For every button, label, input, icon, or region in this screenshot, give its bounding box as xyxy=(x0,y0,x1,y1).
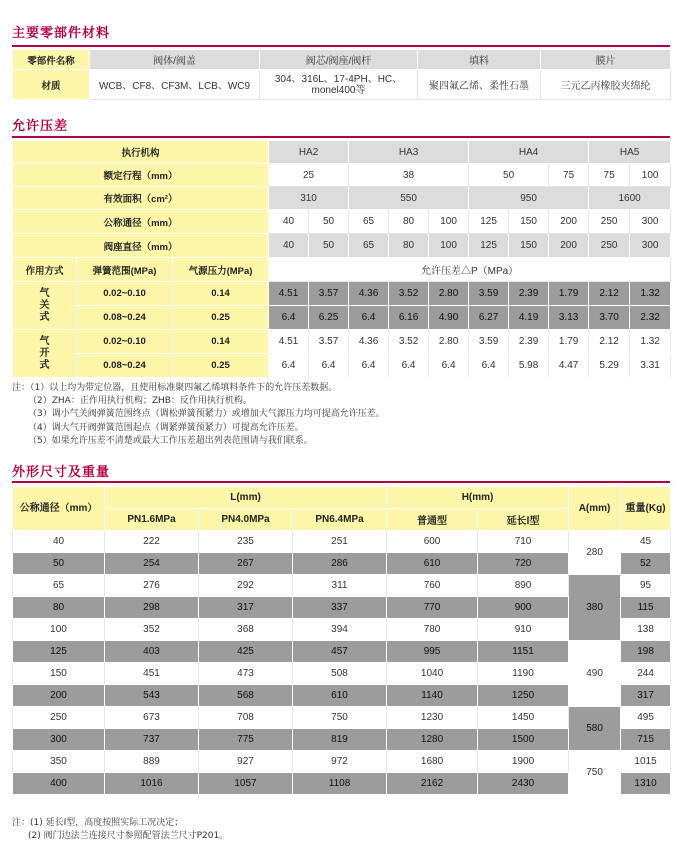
dims-a-value: 280 xyxy=(569,531,621,575)
mode-label: 作用方式 xyxy=(13,258,77,282)
dp-value: 1.32 xyxy=(630,330,671,354)
dims-row xyxy=(13,707,671,729)
dims-cell: 737 xyxy=(105,729,199,751)
dp-value: 3.57 xyxy=(309,330,349,354)
dims-cell: 600 xyxy=(387,531,478,553)
seat-row xyxy=(13,234,671,258)
note-line: （2）ZHA：正作用执行机构；ZHB：反作用执行机构。 xyxy=(28,396,252,407)
dims-section-title: 外形尺寸及重量 xyxy=(12,465,111,480)
dims-cell: 403 xyxy=(105,641,199,663)
dims-cell: 1230 xyxy=(387,707,478,729)
air-pressure: 0.25 xyxy=(173,354,269,378)
dp-value: 4.36 xyxy=(349,330,389,354)
materials-row-label: 材质 xyxy=(13,70,90,100)
dims-table xyxy=(12,486,671,795)
dp-value: 6.4 xyxy=(389,354,429,378)
dims-cell: 95 xyxy=(621,575,671,597)
area-value: 950 xyxy=(469,187,589,210)
seat-value: 80 xyxy=(389,234,429,258)
dims-cell: 125 xyxy=(13,641,105,663)
air-pressure: 0.14 xyxy=(173,282,269,306)
dp-value: 3.57 xyxy=(309,282,349,306)
dims-cell: 52 xyxy=(621,553,671,575)
dp-value: 6.4 xyxy=(269,354,309,378)
dims-cell: 150 xyxy=(13,663,105,685)
note-line: （3）调小气关阀弹簧范围终点（调松弹簧预紧力）或增加大气源压力均可提高允许压差。 xyxy=(28,409,385,420)
air-open-label: 气开式 xyxy=(13,330,77,378)
dp-value: 1.32 xyxy=(630,282,671,306)
dn-row xyxy=(13,210,671,234)
dims-row xyxy=(13,575,671,597)
spring-range: 0.02~0.10 xyxy=(77,330,173,354)
air-pressure: 0.14 xyxy=(173,330,269,354)
dp-value: 3.70 xyxy=(589,306,630,330)
seat-value: 300 xyxy=(630,234,671,258)
dp-value: 3.31 xyxy=(630,354,671,378)
note-line: (2) 阀门边法兰连接尺寸参照配管法兰尺寸P201。 xyxy=(28,831,229,842)
dn-value: 80 xyxy=(389,210,429,234)
materials-section-title: 主要零部件材料 xyxy=(12,26,111,41)
dims-l-label: L(mm) xyxy=(105,487,387,509)
dims-cell: 750 xyxy=(293,707,387,729)
stroke-label: 额定行程（mm） xyxy=(13,164,269,187)
h-type-label: 延长Ⅰ型 xyxy=(478,509,569,531)
dims-cell: 65 xyxy=(13,575,105,597)
dims-cell: 1016 xyxy=(105,773,199,795)
dp-value: 2.39 xyxy=(509,330,549,354)
seat-value: 100 xyxy=(429,234,469,258)
dims-cell: 972 xyxy=(293,751,387,773)
dims-cell: 889 xyxy=(105,751,199,773)
dims-cell: 780 xyxy=(387,619,478,641)
seat-value: 65 xyxy=(349,234,389,258)
dp-value: 4.51 xyxy=(269,282,309,306)
dn-value: 40 xyxy=(269,210,309,234)
dp-value: 4.51 xyxy=(269,330,309,354)
dims-cell: 610 xyxy=(387,553,478,575)
dims-a-value: 490 xyxy=(569,641,621,707)
dims-row xyxy=(13,751,671,773)
dp-value: 2.39 xyxy=(509,282,549,306)
dims-cell: 222 xyxy=(105,531,199,553)
materials-row xyxy=(13,70,671,100)
dims-cell: 200 xyxy=(13,685,105,707)
dims-cell: 254 xyxy=(105,553,199,575)
dp-value: 6.4 xyxy=(269,306,309,330)
spring-range: 0.08~0.24 xyxy=(77,306,173,330)
dp-value: 6.4 xyxy=(349,306,389,330)
actuator-label: 执行机构 xyxy=(13,141,269,164)
area-label: 有效面积（cm²） xyxy=(13,187,269,210)
dims-cell: 1900 xyxy=(478,751,569,773)
dn-value: 125 xyxy=(469,210,509,234)
dims-cell: 138 xyxy=(621,619,671,641)
dp-label: 允许压差△P（MPa） xyxy=(269,258,671,282)
dp-value: 3.52 xyxy=(389,330,429,354)
pressure-notes xyxy=(12,382,385,448)
dp-value: 3.52 xyxy=(389,282,429,306)
area-value: 1600 xyxy=(589,187,671,210)
dp-row xyxy=(13,330,671,354)
materials-header-row xyxy=(13,50,671,70)
actuator-model: HA5 xyxy=(589,141,671,164)
dims-cell: 451 xyxy=(105,663,199,685)
pn-label: PN6.4MPa xyxy=(293,509,387,531)
dn-label: 公称通径（mm） xyxy=(13,210,269,234)
materials-header: 阀芯/阀座/阀杆 xyxy=(260,50,418,70)
materials-cell: 三元乙丙橡胶夹绵纶 xyxy=(541,70,671,100)
dims-cell: 198 xyxy=(621,641,671,663)
stroke-value: 38 xyxy=(349,164,469,187)
dims-cell: 317 xyxy=(199,597,293,619)
dims-cell: 1108 xyxy=(293,773,387,795)
dp-value: 2.12 xyxy=(589,330,630,354)
dn-value: 250 xyxy=(589,210,630,234)
dims-a-value: 380 xyxy=(569,575,621,641)
stroke-value: 25 xyxy=(269,164,349,187)
stroke-value: 100 xyxy=(630,164,671,187)
dims-cell: 1680 xyxy=(387,751,478,773)
dims-cell: 250 xyxy=(13,707,105,729)
dims-header-row xyxy=(13,487,671,509)
dp-header-row xyxy=(13,258,671,282)
section-divider xyxy=(12,481,670,483)
dp-value: 2.80 xyxy=(429,330,469,354)
dims-cell: 715 xyxy=(621,729,671,751)
dims-h-label: H(mm) xyxy=(387,487,569,509)
dims-cell: 337 xyxy=(293,597,387,619)
dn-value: 200 xyxy=(549,210,589,234)
spring-range: 0.08~0.24 xyxy=(77,354,173,378)
dp-value: 5.29 xyxy=(589,354,630,378)
dims-cell: 775 xyxy=(199,729,293,751)
dims-cell: 710 xyxy=(478,531,569,553)
seat-label: 阀座直径（mm） xyxy=(13,234,269,258)
pressure-section-title: 允许压差 xyxy=(12,119,69,134)
dims-cell: 317 xyxy=(621,685,671,707)
dims-cell: 40 xyxy=(13,531,105,553)
dims-a-value: 580 xyxy=(569,707,621,751)
actuator-model: HA4 xyxy=(469,141,589,164)
dp-value: 2.32 xyxy=(630,306,671,330)
dims-cell: 1190 xyxy=(478,663,569,685)
materials-cell: WCB、CF8、CF3M、LCB、WC9 xyxy=(90,70,260,100)
stroke-row xyxy=(13,164,671,187)
seat-value: 40 xyxy=(269,234,309,258)
seat-value: 150 xyxy=(509,234,549,258)
dims-cell: 1280 xyxy=(387,729,478,751)
dp-value: 1.79 xyxy=(549,282,589,306)
air-pressure: 0.25 xyxy=(173,306,269,330)
dims-row xyxy=(13,641,671,663)
dp-value: 6.27 xyxy=(469,306,509,330)
dp-value: 1.79 xyxy=(549,330,589,354)
dims-cell: 235 xyxy=(199,531,293,553)
dp-value: 4.47 xyxy=(549,354,589,378)
materials-table xyxy=(12,49,671,100)
dims-cell: 473 xyxy=(199,663,293,685)
dims-cell: 100 xyxy=(13,619,105,641)
dims-cell: 276 xyxy=(105,575,199,597)
dims-cell: 394 xyxy=(293,619,387,641)
spring-range: 0.02~0.10 xyxy=(77,282,173,306)
note-line: （5）如果允许压差不清楚或最大工作压差超出列表范围请与我们联系。 xyxy=(28,435,313,446)
dims-cell: 760 xyxy=(387,575,478,597)
spring-label: 弹簧范围(MPa) xyxy=(77,258,173,282)
dp-value: 2.12 xyxy=(589,282,630,306)
materials-header: 膜片 xyxy=(541,50,671,70)
stroke-value: 50 xyxy=(469,164,549,187)
dims-cell: 286 xyxy=(293,553,387,575)
dp-value: 4.19 xyxy=(509,306,549,330)
dp-value: 4.36 xyxy=(349,282,389,306)
dims-cell: 673 xyxy=(105,707,199,729)
dn-value: 150 xyxy=(509,210,549,234)
stroke-value: 75 xyxy=(549,164,589,187)
dims-cell: 890 xyxy=(478,575,569,597)
dims-cell: 1015 xyxy=(621,751,671,773)
air-close-label: 气关式 xyxy=(13,282,77,330)
dims-cell: 298 xyxy=(105,597,199,619)
dims-cell: 1151 xyxy=(478,641,569,663)
dims-cell: 508 xyxy=(293,663,387,685)
dims-a-label: A(mm) xyxy=(569,487,621,531)
dims-cell: 1500 xyxy=(478,729,569,751)
actuator-row xyxy=(13,141,671,164)
dn-value: 50 xyxy=(309,210,349,234)
air-label: 气源压力(MPa) xyxy=(173,258,269,282)
dn-value: 65 xyxy=(349,210,389,234)
dims-cell: 1040 xyxy=(387,663,478,685)
seat-value: 125 xyxy=(469,234,509,258)
dims-cell: 1140 xyxy=(387,685,478,707)
h-type-label: 普通型 xyxy=(387,509,478,531)
materials-cell: 304、316L、17-4PH、HC、monel400等 xyxy=(260,70,418,100)
dp-row xyxy=(13,306,671,330)
dp-value: 5.98 xyxy=(509,354,549,378)
dims-cell: 80 xyxy=(13,597,105,619)
dims-cell: 311 xyxy=(293,575,387,597)
stroke-value: 75 xyxy=(589,164,630,187)
materials-header: 填料 xyxy=(418,50,541,70)
dims-cell: 50 xyxy=(13,553,105,575)
dims-cell: 900 xyxy=(478,597,569,619)
dp-value: 2.80 xyxy=(429,282,469,306)
dims-cell: 368 xyxy=(199,619,293,641)
area-value: 550 xyxy=(349,187,469,210)
actuator-model: HA3 xyxy=(349,141,469,164)
actuator-model: HA2 xyxy=(269,141,349,164)
dims-notes xyxy=(12,817,228,843)
dims-cell: 1057 xyxy=(199,773,293,795)
note-line: 注：(1) 延长Ⅰ型，高度按照实际工况决定； xyxy=(12,818,184,828)
dp-value: 6.4 xyxy=(309,354,349,378)
dims-cell: 568 xyxy=(199,685,293,707)
dp-value: 6.25 xyxy=(309,306,349,330)
dims-cell: 251 xyxy=(293,531,387,553)
dims-cell: 2162 xyxy=(387,773,478,795)
note-line: （4）调大气开阀弹簧范围起点（调紧弹簧预紧力）可提高允许压差。 xyxy=(28,422,304,433)
dims-cell: 292 xyxy=(199,575,293,597)
dims-weight-label: 重量(Kg) xyxy=(621,487,671,531)
materials-header: 阀体/阀盖 xyxy=(90,50,260,70)
seat-value: 200 xyxy=(549,234,589,258)
dims-cell: 1250 xyxy=(478,685,569,707)
dims-cell: 610 xyxy=(293,685,387,707)
dp-value: 6.4 xyxy=(469,354,509,378)
dims-dn-label: 公称通径（mm） xyxy=(13,487,105,531)
dims-cell: 350 xyxy=(13,751,105,773)
dp-value: 3.13 xyxy=(549,306,589,330)
pn-label: PN4.0MPa xyxy=(199,509,293,531)
dims-cell: 400 xyxy=(13,773,105,795)
dp-value: 3.59 xyxy=(469,282,509,306)
dn-value: 100 xyxy=(429,210,469,234)
dp-value: 3.59 xyxy=(469,330,509,354)
dims-cell: 300 xyxy=(13,729,105,751)
dims-cell: 927 xyxy=(199,751,293,773)
dims-a-value: 750 xyxy=(569,751,621,795)
section-divider xyxy=(12,45,670,47)
dn-value: 300 xyxy=(630,210,671,234)
area-row xyxy=(13,187,671,210)
dims-cell: 819 xyxy=(293,729,387,751)
dims-cell: 708 xyxy=(199,707,293,729)
dp-value: 6.4 xyxy=(349,354,389,378)
dims-cell: 115 xyxy=(621,597,671,619)
dims-cell: 425 xyxy=(199,641,293,663)
dims-cell: 1450 xyxy=(478,707,569,729)
dims-cell: 910 xyxy=(478,619,569,641)
dims-cell: 352 xyxy=(105,619,199,641)
dims-cell: 995 xyxy=(387,641,478,663)
pressure-table xyxy=(12,140,671,378)
area-value: 310 xyxy=(269,187,349,210)
dims-cell: 1310 xyxy=(621,773,671,795)
dims-cell: 267 xyxy=(199,553,293,575)
dims-cell: 244 xyxy=(621,663,671,685)
dp-value: 6.4 xyxy=(429,354,469,378)
note-line: 注：（1）以上均为带定位器，且使用标准聚四氟乙烯填料条件下的允许压差数据。 xyxy=(12,383,338,393)
seat-value: 50 xyxy=(309,234,349,258)
materials-header: 零部件名称 xyxy=(13,50,90,70)
dims-cell: 495 xyxy=(621,707,671,729)
dims-cell: 543 xyxy=(105,685,199,707)
dims-cell: 457 xyxy=(293,641,387,663)
materials-cell: 聚四氟乙烯、柔性石墨 xyxy=(418,70,541,100)
seat-value: 250 xyxy=(589,234,630,258)
dp-value: 4.90 xyxy=(429,306,469,330)
dp-value: 6.16 xyxy=(389,306,429,330)
dims-cell: 2430 xyxy=(478,773,569,795)
dims-cell: 720 xyxy=(478,553,569,575)
pn-label: PN1.6MPa xyxy=(105,509,199,531)
section-divider xyxy=(12,136,670,138)
dp-row xyxy=(13,354,671,378)
dims-cell: 770 xyxy=(387,597,478,619)
dp-row xyxy=(13,282,671,306)
dims-cell: 45 xyxy=(621,531,671,553)
dims-row xyxy=(13,531,671,553)
